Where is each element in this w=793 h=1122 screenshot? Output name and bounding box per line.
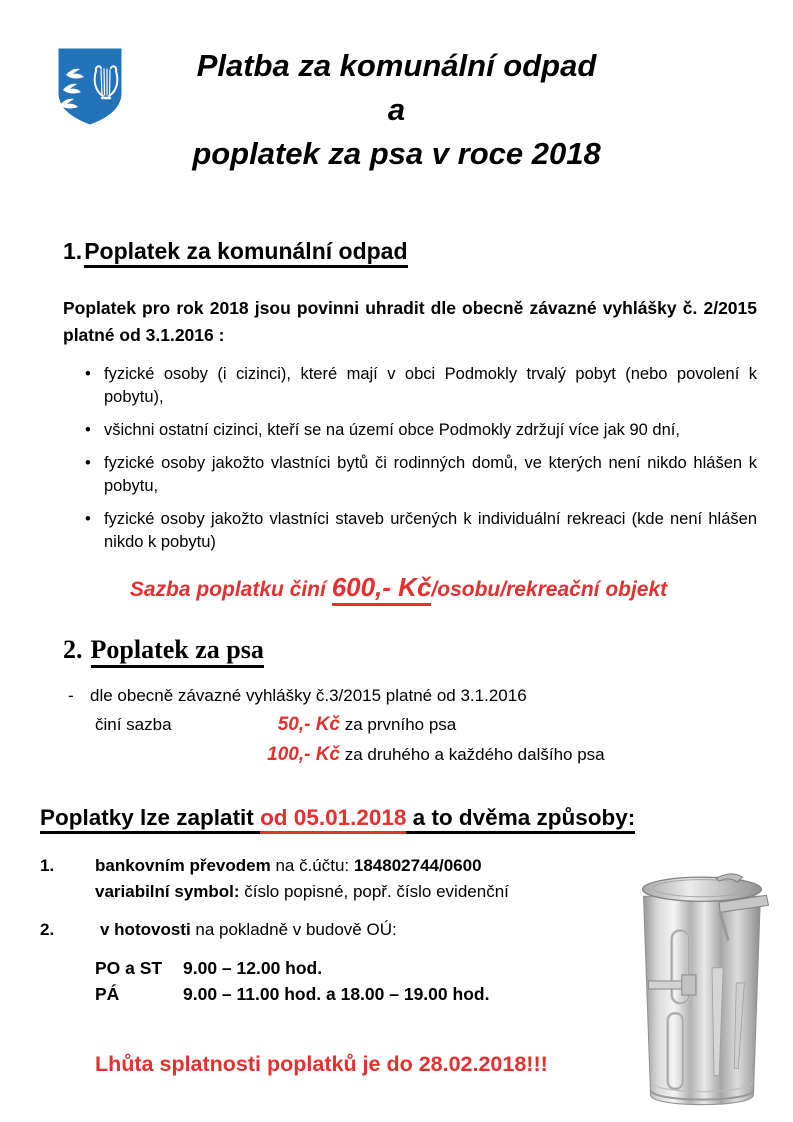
payment-start-date: od 05.01.2018 (260, 805, 406, 834)
bullet-icon: • (85, 454, 91, 472)
variable-symbol-label: variabilní symbol: (95, 882, 240, 901)
list-item (85, 363, 757, 409)
section2-dash-item (68, 685, 757, 707)
list-item (85, 508, 757, 554)
payment-heading (40, 803, 757, 833)
bullet-icon: • (85, 365, 91, 383)
section1-number: 1. (63, 238, 83, 264)
dog-rate-row-2 (95, 743, 757, 767)
method-number: 2. (40, 920, 55, 939)
section2-heading (63, 635, 757, 665)
bullet-icon: • (85, 421, 91, 439)
section1-intro-paragraph: Poplatek pro rok 2018 jsou povinni uhradit dle obecně závazné vyhlášky č. 2/2015 platné od 3.1.2016 : (63, 298, 757, 345)
office-hours-day: PO a ST (95, 958, 163, 978)
trash-can-image (622, 862, 786, 1114)
waste-rate-prefix: Sazba poplatku činí (129, 578, 332, 601)
office-hours-time: 9.00 – 12.00 hod. (183, 958, 323, 978)
section1-heading-text: Poplatek za komunální odpad (84, 238, 407, 268)
dog-rate-text: za prvního psa (340, 715, 457, 734)
dog-rate-amount: 100,- Kč (267, 744, 340, 765)
variable-symbol-text: číslo popisné, popř. číslo evidenční (239, 882, 509, 901)
list-item (85, 452, 757, 498)
bullet-text: všichni ostatní cizinci, kteří se na území obce Podmokly zdržují více jak 90 dní, (104, 421, 680, 439)
bullet-text: fyzické osoby jakožto vlastníci staveb určených k individuální rekreaci (kde není hlášen nikdo k pobytu) (104, 510, 757, 551)
dash-item-text: dle obecně závazné vyhlášky č.3/2015 platné od 3.1.2016 (90, 686, 527, 705)
method1-bold: bankovním převodem (95, 856, 271, 875)
section2-heading-text: Poplatek za psa (91, 635, 264, 668)
method-number: 1. (40, 856, 55, 875)
waste-rate-line (40, 572, 757, 605)
method2-bold: v hotovosti (100, 920, 191, 939)
bullet-text: fyzické osoby (i cizinci), které mají v obci Podmokly trvalý pobyt (nebo povolení k pobytu), (104, 365, 757, 406)
podmokly-coat-of-arms-icon (57, 47, 123, 126)
dash-icon: - (68, 686, 74, 705)
method2-normal: na pokladně v budově OÚ: (190, 920, 397, 939)
dog-rate-row-1 (95, 713, 757, 737)
waste-rate-suffix: /osobu/rekreační objekt (431, 578, 668, 601)
dog-rate-label: činí sazba (95, 715, 172, 734)
office-hours-day: PÁ (95, 984, 120, 1004)
payment-heading-post: a to dvěma způsoby: (406, 805, 635, 834)
dog-rate-amount: 50,- Kč (277, 714, 340, 735)
bullet-icon: • (85, 510, 91, 528)
payment-heading-pre: Poplatky lze zaplatit (40, 805, 260, 834)
page-title-line-2: a (387, 92, 406, 127)
page-title-line-3: poplatek za psa v roce 2018 (192, 136, 601, 171)
page-title-line-1: Platba za komunální odpad (196, 48, 597, 83)
waste-rate-amount: 600,- Kč (332, 572, 432, 606)
section1-heading (63, 238, 757, 265)
bank-account-number: 184802744/0600 (353, 856, 482, 875)
section2-number: 2. (63, 635, 83, 664)
payment-deadline: Lhůta splatnosti poplatků je do 28.02.2018!!! (95, 1052, 548, 1076)
office-hours-time: 9.00 – 11.00 hod. a 18.00 – 19.00 hod. (183, 984, 490, 1004)
method1-normal: na č.účtu: (270, 856, 354, 875)
list-item (85, 419, 757, 442)
dog-rate-text: za druhého a každého dalšího psa (340, 745, 605, 764)
section1-bullet-list (85, 363, 757, 554)
bullet-text: fyzické osoby jakožto vlastníci bytů či rodinných domů, ve kterých není nikdo hlášen k pobytu, (104, 454, 757, 495)
